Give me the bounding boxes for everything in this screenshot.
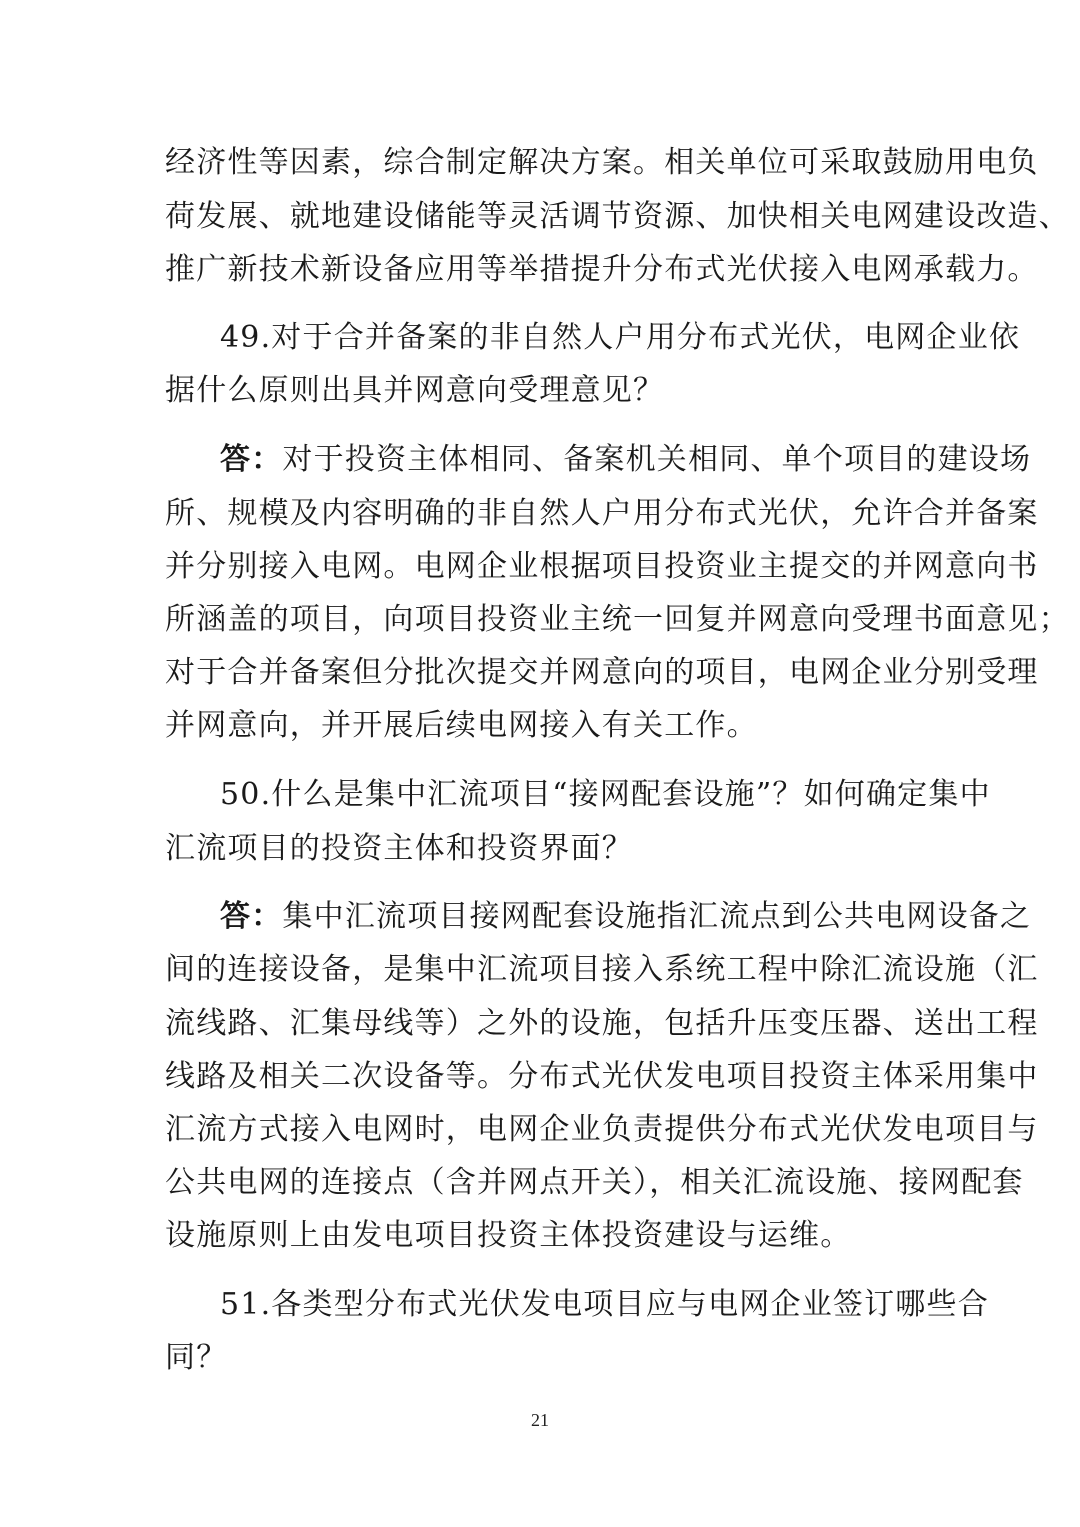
answer-50-line: 线路及相关二次设备等。分布式光伏发电项目投资主体采用集中 (165, 1059, 1039, 1094)
question-51-line: 同？ (165, 1340, 228, 1375)
answer-49-first-line (220, 440, 1032, 480)
answer-50-line: 设施原则上由发电项目投资主体投资建设与运维。 (165, 1218, 852, 1253)
question-50-line: 汇流项目的投资主体和投资界面？ (165, 831, 633, 866)
answer-49-line: 所涵盖的项目，向项目投资业主统一回复并网意向受理书面意见； (165, 602, 1070, 637)
answer-label: 答： (220, 442, 283, 477)
question-49-line: 据什么原则出具并网意向受理意见？ (165, 373, 665, 408)
answer-50-first-line (220, 897, 1032, 937)
answer-text: 对于投资主体相同、备案机关相同、单个项目的建设场 (282, 442, 1032, 477)
answer-50-line: 汇流方式接入电网时，电网企业负责提供分布式光伏发电项目与 (165, 1112, 1039, 1147)
page-number: 21 (531, 1410, 549, 1430)
answer-49-line: 并网意向，并开展后续电网接入有关工作。 (165, 708, 758, 743)
answer-label: 答： (220, 899, 283, 934)
answer-text: 集中汇流项目接网配套设施指汇流点到公共电网设备之 (282, 899, 1032, 934)
answer-50-line: 流线路、汇集母线等）之外的设施，包括升压变压器、送出工程 (165, 1006, 1039, 1041)
answer-49-line: 对于合并备案但分批次提交并网意向的项目，电网企业分别受理 (165, 655, 1039, 690)
answer-50-line: 公共电网的连接点（含并网点开关），相关汇流设施、接网配套 (165, 1165, 1024, 1200)
answer-50-line: 间的连接设备，是集中汇流项目接入系统工程中除汇流设施（汇 (165, 952, 1039, 987)
question-49-line: 49.对于合并备案的非自然人户用分布式光伏，电网企业依 (220, 320, 1021, 355)
answer-49-line: 所、规模及内容明确的非自然人户用分布式光伏，允许合并备案 (165, 496, 1039, 531)
body-text-line: 推广新技术新设备应用等举措提升分布式光伏接入电网承载力。 (165, 252, 1039, 287)
answer-49-line: 并分别接入电网。电网企业根据项目投资业主提交的并网意向书 (165, 549, 1039, 584)
body-text-line: 荷发展、就地建设储能等灵活调节资源、加快相关电网建设改造、 (165, 199, 1070, 234)
question-51-line: 51.各类型分布式光伏发电项目应与电网企业签订哪些合 (220, 1287, 989, 1322)
body-text-line: 经济性等因素，综合制定解决方案。相关单位可采取鼓励用电负 (165, 145, 1039, 180)
question-50-line: 50.什么是集中汇流项目“接网配套设施”？如何确定集中 (220, 777, 991, 812)
